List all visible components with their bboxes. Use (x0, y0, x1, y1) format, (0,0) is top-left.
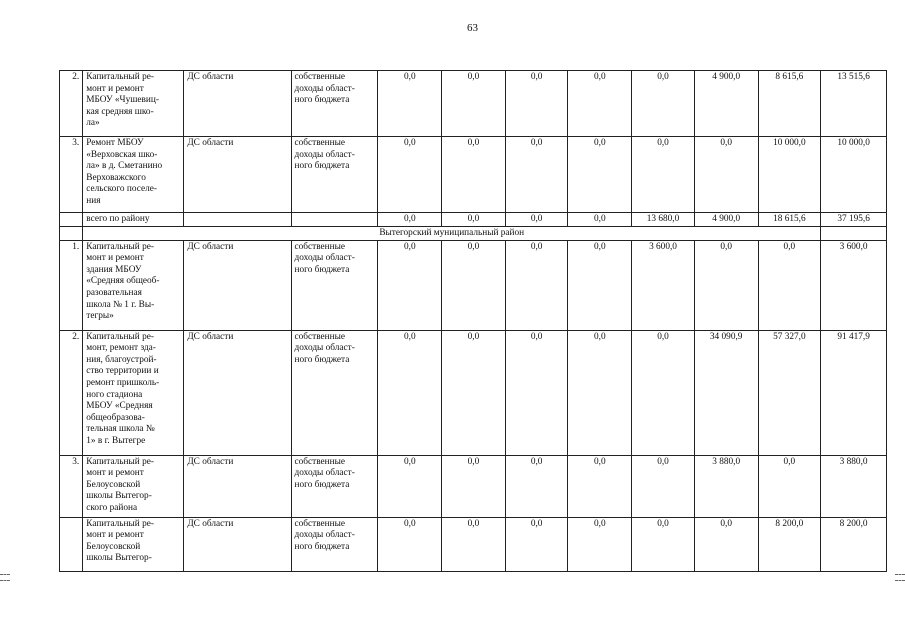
value-cell: 0,0 (632, 71, 695, 137)
value-cell: 0,0 (568, 517, 632, 571)
page-number: 63 (467, 22, 478, 34)
object-name: Капитальный ре- монт и ремонт здания МБОУ «Средняя общеоб- разовательная школа № 1 г. Вы- тегры» (83, 240, 184, 330)
value-cell: 0,0 (568, 455, 632, 517)
table-row (60, 455, 887, 517)
budget-table (59, 70, 887, 572)
value-cell: 3 600,0 (821, 240, 887, 330)
value-cell: 0,0 (632, 517, 695, 571)
value-cell: 0,0 (378, 455, 442, 517)
value-cell: 13 680,0 (632, 213, 695, 227)
value-cell: 0,0 (378, 240, 442, 330)
value-cell: 8 200,0 (758, 517, 821, 571)
value-cell: 4 900,0 (694, 71, 758, 137)
value-cell: 0,0 (758, 455, 821, 517)
row-number: 3. (60, 137, 83, 213)
value-cell: 18 615,6 (758, 213, 821, 227)
value-cell: 10 000,0 (821, 137, 887, 213)
recipient: ДС области (184, 137, 291, 213)
value-cell: 0,0 (442, 240, 506, 330)
recipient: ДС области (184, 240, 291, 330)
value-cell: 13 515,6 (821, 71, 887, 137)
value-cell: 0,0 (505, 213, 568, 227)
empty-cell (60, 213, 83, 227)
value-cell: 3 880,0 (694, 455, 758, 517)
value-cell: 0,0 (505, 137, 568, 213)
value-cell: 0,0 (505, 240, 568, 330)
value-cell: 0,0 (632, 137, 695, 213)
recipient: ДС области (184, 71, 291, 137)
row-number: 2. (60, 71, 83, 137)
value-cell: 0,0 (505, 330, 568, 455)
object-name: Капитальный ре- монт, ремонт зда- ния, благоустрой- ство территории и ремонт пришколь- ного стадиона МБОУ «Средняя общеобразова- тельная школа № 1» в г. Вытегре (83, 330, 184, 455)
value-cell: 0,0 (442, 455, 506, 517)
table-row (60, 137, 887, 213)
value-cell: 8 615,6 (758, 71, 821, 137)
value-cell: 10 000,0 (758, 137, 821, 213)
value-cell: 0,0 (694, 240, 758, 330)
total-label: всего по району (83, 213, 184, 227)
funding-source: собственные доходы област- ного бюджета (291, 240, 378, 330)
empty-cell (60, 226, 83, 240)
funding-source: собственные доходы област- ного бюджета (291, 517, 378, 571)
value-cell: 8 200,0 (821, 517, 887, 571)
value-cell: 0,0 (442, 517, 506, 571)
value-cell: 0,0 (694, 137, 758, 213)
value-cell: 34 090,9 (694, 330, 758, 455)
value-cell: 0,0 (568, 240, 632, 330)
table-row (60, 240, 887, 330)
district-header-row (60, 226, 887, 240)
object-name: Капитальный ре- монт и ремонт МБОУ «Чушевиц- кая средняя шко- ла» (83, 71, 184, 137)
value-cell: 0,0 (442, 213, 506, 227)
value-cell: 3 600,0 (632, 240, 695, 330)
value-cell: 0,0 (568, 213, 632, 227)
funding-source: собственные доходы област- ного бюджета (291, 137, 378, 213)
value-cell: 0,0 (568, 330, 632, 455)
table-body (60, 71, 887, 572)
object-name: Капитальный ре- монт и ремонт Белоусовской школы Вытегор- (83, 517, 184, 571)
total-row (60, 213, 887, 227)
funding-source: собственные доходы област- ного бюджета (291, 330, 378, 455)
district-title: Вытегорский муниципальный район (83, 226, 821, 240)
empty-cell (184, 213, 291, 227)
value-cell: 0,0 (632, 330, 695, 455)
value-cell: 0,0 (568, 71, 632, 137)
value-cell: 0,0 (378, 330, 442, 455)
value-cell: 0,0 (632, 455, 695, 517)
row-number: 3. (60, 455, 83, 517)
value-cell: 0,0 (378, 71, 442, 137)
value-cell: 0,0 (378, 213, 442, 227)
row-number: 2. (60, 330, 83, 455)
row-number (60, 517, 83, 571)
table-row (60, 517, 887, 571)
value-cell: 0,0 (378, 517, 442, 571)
object-name: Ремонт МБОУ «Верховская шко- ла» в д. Сметанино Верховажского сельского поселе- ния (83, 137, 184, 213)
value-cell: 0,0 (568, 137, 632, 213)
value-cell: 0,0 (442, 330, 506, 455)
value-cell: 0,0 (505, 455, 568, 517)
crop-mark-right-top (895, 574, 905, 575)
funding-source: собственные доходы област- ного бюджета (291, 455, 378, 517)
value-cell: 0,0 (505, 517, 568, 571)
funding-source: собственные доходы област- ного бюджета (291, 71, 378, 137)
table-row (60, 330, 887, 455)
value-cell: 4 900,0 (694, 213, 758, 227)
recipient: ДС области (184, 455, 291, 517)
value-cell: 0,0 (378, 137, 442, 213)
value-cell: 0,0 (758, 240, 821, 330)
value-cell: 91 417,9 (821, 330, 887, 455)
table-row (60, 71, 887, 137)
recipient: ДС области (184, 517, 291, 571)
empty-cell (291, 213, 378, 227)
value-cell: 0,0 (505, 71, 568, 137)
recipient: ДС области (184, 330, 291, 455)
object-name: Капитальный ре- монт и ремонт Белоусовской школы Вытегор- ского района (83, 455, 184, 517)
value-cell: 0,0 (694, 517, 758, 571)
value-cell: 37 195,6 (821, 213, 887, 227)
value-cell: 0,0 (442, 71, 506, 137)
value-cell: 0,0 (442, 137, 506, 213)
crop-mark-right-bottom (895, 580, 905, 581)
crop-mark-left-bottom (0, 580, 10, 581)
crop-mark-left-top (0, 574, 10, 575)
row-number: 1. (60, 240, 83, 330)
value-cell: 57 327,0 (758, 330, 821, 455)
value-cell: 3 880,0 (821, 455, 887, 517)
empty-cell (821, 226, 887, 240)
